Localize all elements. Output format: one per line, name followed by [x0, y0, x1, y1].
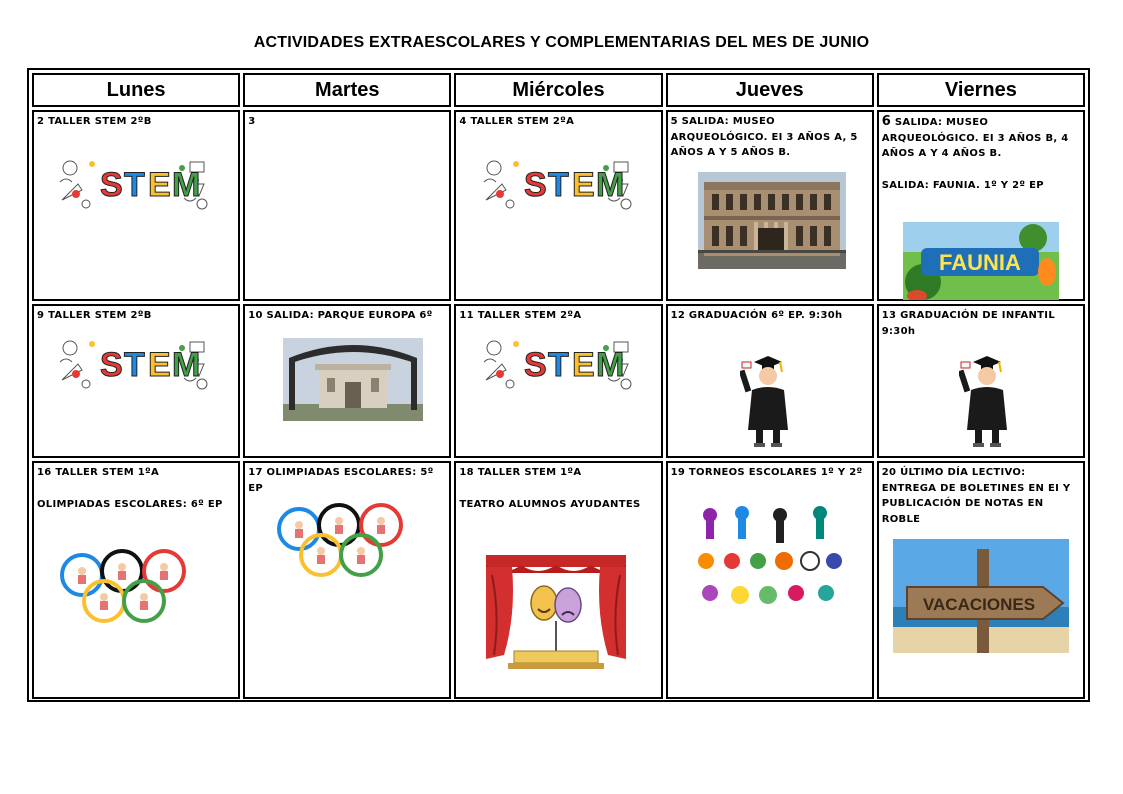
- stem-doodle-image: [56, 154, 212, 212]
- day-cell: [666, 304, 874, 458]
- day-text: [34, 112, 238, 130]
- day-number: 17: [248, 467, 263, 478]
- stem-doodle-image: [56, 334, 212, 392]
- weekday-header: Jueves: [666, 73, 874, 107]
- day-text: [34, 463, 238, 512]
- svg-text:E: E: [572, 166, 596, 204]
- week-row: [32, 110, 1085, 301]
- day-text: [668, 463, 872, 481]
- day-text: [456, 306, 660, 324]
- day-number: 19: [670, 467, 686, 478]
- olympic-rings-image: [60, 549, 208, 629]
- day-cell: [454, 304, 662, 458]
- day-text: [668, 306, 872, 324]
- day-cell: [877, 304, 1085, 458]
- day-number: 9: [37, 310, 45, 321]
- vacation-text: VACACIONES: [922, 595, 1035, 614]
- stem-doodle-image: [480, 154, 636, 212]
- page-title: ACTIVIDADES EXTRAESCOLARES Y COMPLEMENTARIAS DEL MES DE JUNIO: [253, 34, 870, 51]
- day-text: [245, 463, 449, 496]
- graduate-figure-image: [959, 354, 1015, 448]
- day-text: [456, 112, 660, 130]
- weekday-header: Lunes: [32, 73, 240, 107]
- day-cell: [877, 461, 1085, 699]
- day-cell: [243, 110, 451, 301]
- svg-text:M: M: [172, 346, 201, 384]
- svg-text:S: S: [524, 166, 548, 204]
- day-cell: [32, 110, 240, 301]
- activity-text: SALIDA: MUSEO ARQUEOLÓGICO. EI 3 AÑOS B, 4 AÑOS A Y 4 AÑOS B.: [881, 117, 1069, 159]
- faunia-logo-image: [903, 222, 1059, 300]
- svg-text:S: S: [100, 166, 123, 204]
- day-cell: [666, 461, 874, 699]
- sports-collage-image: [696, 503, 846, 607]
- day-number: 4: [459, 116, 467, 127]
- olympic-rings-image: [277, 503, 425, 583]
- activity-text: TALLER STEM 2ºA: [477, 310, 582, 321]
- svg-text:T: T: [124, 166, 145, 204]
- calendar-table: [29, 70, 1088, 702]
- day-number: 3: [248, 116, 256, 127]
- weekday-header: Martes: [243, 73, 451, 107]
- activity-text: TALLER STEM 2ºB: [48, 116, 152, 127]
- weekday-header-row: [32, 73, 1085, 107]
- day-number: 6: [881, 114, 892, 129]
- svg-text:M: M: [596, 166, 625, 204]
- day-cell: [32, 304, 240, 458]
- theater-stage-image: [486, 555, 626, 681]
- day-number: 20: [881, 467, 897, 478]
- day-text: [34, 306, 238, 324]
- activity-text: SALIDA: FAUNIA. 1º Y 2º EP: [881, 179, 1044, 191]
- museum-photo: [698, 172, 846, 269]
- svg-text:S: S: [100, 346, 123, 384]
- svg-text:E: E: [572, 346, 596, 384]
- day-text: [879, 463, 1083, 527]
- weekday-header: Viernes: [877, 73, 1085, 107]
- day-text: [668, 112, 872, 161]
- day-cell: [454, 110, 662, 301]
- svg-text:S: S: [524, 346, 548, 384]
- activity-text: TALLER STEM 1ºA: [55, 467, 159, 478]
- day-number: 13: [881, 310, 897, 321]
- week-row: [32, 461, 1085, 699]
- activity-text: TALLER STEM 1ºA: [477, 467, 582, 478]
- day-number: 2: [37, 116, 45, 127]
- graduate-figure-image: [740, 354, 796, 448]
- faunia-text: FAUNIA: [938, 250, 1021, 275]
- day-cell: [454, 461, 662, 699]
- day-text: [245, 306, 449, 324]
- day-cell: [666, 110, 874, 301]
- activity-text: TALLER STEM 2ºA: [470, 116, 575, 127]
- weekday-header: Miércoles: [454, 73, 662, 107]
- day-cell: [243, 461, 451, 699]
- day-text: [879, 306, 1083, 339]
- activity-text: ÚLTIMO DÍA LECTIVO: ENTREGA DE BOLETINES EN EI Y PUBLICACIÓN DE NOTAS EN ROBLE: [881, 467, 1071, 525]
- day-number: 12: [670, 310, 686, 321]
- activity-text: OLIMPIADAS ESCOLARES: 6º EP: [37, 498, 223, 510]
- day-number: 18: [459, 467, 474, 478]
- day-text: [456, 463, 660, 512]
- svg-text:E: E: [148, 166, 171, 204]
- activity-text: OLIMPIADAS ESCOLARES: 5º EP: [248, 467, 434, 494]
- activity-text: TORNEOS ESCOLARES 1º Y 2º: [688, 467, 863, 478]
- svg-text:M: M: [596, 346, 625, 384]
- day-cell: [32, 461, 240, 699]
- day-cell: [877, 110, 1085, 301]
- day-text: [245, 112, 449, 130]
- day-number: 16: [37, 467, 52, 478]
- day-number: 11: [459, 310, 474, 321]
- vacation-sign-image: [893, 539, 1069, 653]
- day-cell: [243, 304, 451, 458]
- day-number: 5: [670, 116, 678, 127]
- activity-text: SALIDA: PARQUE EUROPA 6º: [266, 310, 433, 321]
- activity-text: GRADUACIÓN DE INFANTIL 9:30h: [881, 310, 1055, 337]
- svg-text:M: M: [172, 166, 201, 204]
- stem-doodle-image: [480, 334, 636, 392]
- svg-text:E: E: [148, 346, 171, 384]
- activity-text: TALLER STEM 2ºB: [48, 310, 152, 321]
- activity-text: GRADUACIÓN 6º EP. 9:30h: [688, 310, 843, 321]
- activity-text: TEATRO ALUMNOS AYUDANTES: [459, 498, 641, 510]
- svg-text:T: T: [124, 346, 145, 384]
- svg-text:T: T: [548, 166, 570, 204]
- week-row: [32, 304, 1085, 458]
- day-text: [879, 112, 1083, 193]
- day-number: 10: [248, 310, 263, 321]
- svg-text:T: T: [548, 346, 570, 384]
- park-gate-photo: [283, 338, 423, 421]
- activity-text: SALIDA: MUSEO ARQUEOLÓGICO. EI 3 AÑOS A, 5 AÑOS A Y 5 AÑOS B.: [670, 116, 858, 158]
